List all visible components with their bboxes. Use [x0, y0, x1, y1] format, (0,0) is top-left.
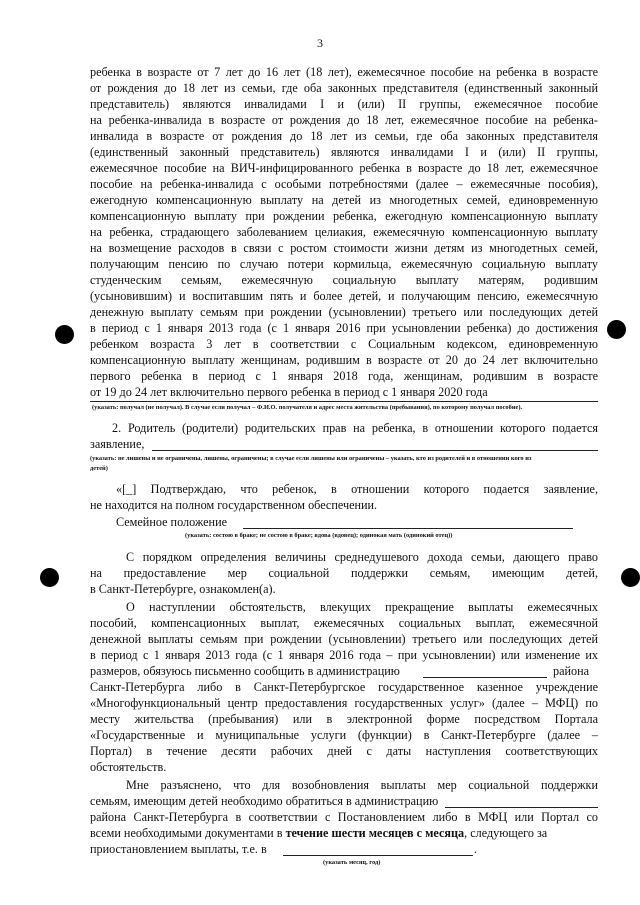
text-line: .: [474, 842, 478, 856]
text-line: представитель) являются инвалидами I и (или) II группы, ежемесячное пособие: [90, 97, 598, 111]
text-line: на ребенка, страдающего заболеванием целиакия, ежемесячную компенсационную выплату: [90, 225, 598, 239]
text-line: ребенка в возрасте от 7 лет до 16 лет (18 лет), ежемесячное пособие на ребенка в возрасте: [90, 65, 598, 79]
text-line: района Санкт-Петербурга в соответствии с Постановлением либо в МФЦ или Портал со: [90, 810, 598, 824]
text-line: ежегодную компенсационную выплату на детей из многодетных семей, единовременную: [90, 193, 598, 207]
text-line: Санкт-Петербурга либо в Санкт-Петербургское государственное казенное учреждение: [90, 680, 598, 694]
field-hint: (указать: состою в браке; не состою в браке; вдова (вдовец); одинокая мать (одинокий отец)): [185, 532, 453, 539]
punch-hole: [55, 325, 74, 344]
text-line: обстоятельств.: [90, 760, 167, 774]
family-status-label: Семейное положение: [116, 515, 228, 529]
field-hint: (указать месяц, год): [323, 859, 381, 866]
text-line: в период с 1 января 2013 года (с 1 января 2016 года – при усыновлении) или изменение их: [90, 648, 598, 662]
text-span: , следующего за: [464, 826, 548, 840]
text-line: О наступлении обстоятельств, влекущих прекращение выплаты ежемесячных: [126, 600, 598, 614]
text-line: от 19 до 24 лет включительно первого ребенка в период с 1 января 2020 года: [90, 385, 488, 399]
text-line: 2. Родитель (родители) родительских прав на ребенка, в отношении которого подается: [112, 421, 598, 435]
text-line: семьям, имеющим детей необходимо обратиться в администрацию: [90, 794, 439, 808]
text-line: на предоставление мер социальной поддержки семьям, имеющим детей,: [90, 566, 598, 580]
text-line: (единственный законный представитель) являются инвалидами I и (или) II группы,: [90, 145, 598, 159]
fill-line: [283, 855, 473, 856]
page-number: 3: [317, 36, 323, 50]
field-hint: (указать: получал (не получал). В случае если получал – Ф.И.О. получателя и адрес места жительства (пребывания), по которому получал пособие).: [92, 404, 523, 411]
text-line: студенческим семьям, ежемесячную социальную выплату матерям, родившим: [90, 273, 598, 287]
text-line: заявление,: [90, 437, 145, 451]
text-line: (усыновившим) и воспитавшим пять и более детей, и получающим пенсию, ежемесячную: [90, 289, 598, 303]
text-line: размеров, обязуюсь письменно сообщить в администрацию: [90, 664, 400, 678]
fill-line: [152, 450, 598, 451]
text-line: ребенком возраста 3 лет в соответствии с Социальным кодексом, единовременную: [90, 337, 598, 351]
text-line: пособий, компенсационных выплат, ежемесячных социальных выплат, ежемесячной: [90, 616, 598, 630]
text-line: на ребенка-инвалида в возрасте от рождения до 18 лет, ежемесячное пособие на ребенка-: [90, 113, 598, 127]
text-line: на возмещение расходов в связи с ростом стоимости жизни детям из многодетных семей,: [90, 241, 598, 255]
text-line: в Санкт-Петербурге, ознакомлен(а).: [90, 582, 276, 596]
text-line: в период с 1 января 2013 года (с 1 января 2016 при усыновлении ребенка) до достижения: [90, 321, 598, 335]
text-line: получающим пенсию по случаю потери кормильца, ежемесячную социальную выплату: [90, 257, 598, 271]
text-line: С порядком определения величины среднедушевого дохода семьи, дающего право: [126, 550, 598, 564]
text-line: Портал) в течение десяти рабочих дней с даты наступления соответствующих: [90, 744, 598, 758]
text-line: «Многофункциональный центр предоставления государственных услуг» (далее – МФЦ) по: [90, 696, 598, 710]
fill-line: [90, 401, 598, 402]
text-line: Мне разъяснено, что для возобновления выплаты мер социальной поддержки: [126, 778, 598, 792]
text-line: инвалида в возрасте от рождения до 18 лет из семьи, где оба законных представителя: [90, 129, 598, 143]
text-line: компенсационную выплату женщинам, родившим в возрасте от 20 до 24 лет включительно: [90, 353, 598, 367]
fill-line: [423, 677, 547, 678]
text-span: всеми необходимыми документами в: [90, 826, 286, 840]
text-line: [90, 826, 598, 841]
text-line: «Государственные и муниципальные услуги (функции) в Санкт-Петербурге (далее –: [90, 728, 598, 742]
text-line: от рождения до 18 лет из семьи, где оба законных представителя (единственный законный: [90, 81, 598, 95]
punch-hole: [607, 320, 626, 339]
text-line: месту жительства (пребывания) или в электронной форме посредством Портала: [90, 712, 598, 726]
fill-line: [243, 528, 573, 529]
punch-hole: [40, 568, 59, 587]
punch-hole: [621, 568, 640, 587]
text-line: района: [553, 664, 590, 678]
field-hint: детей): [90, 465, 108, 472]
text-line: первого ребенка в период с 1 января 2018 года, женщинам, родившим в возрасте: [90, 369, 598, 383]
confirm-checkbox-line: «[_] Подтверждаю, что ребенок, в отношении которого подается заявление,: [116, 482, 598, 496]
fill-line: [445, 807, 598, 808]
text-line: денежную выплату семьям при рождении (усыновлении) третьего или последующих детей: [90, 305, 598, 319]
text-line: не находится на полном государственном обеспечении.: [90, 498, 378, 512]
text-line: денежной выплаты семьям при рождении (усыновлении) третьего или последующих детей: [90, 632, 598, 646]
text-line: компенсационную выплату при рождении ребенка, ежегодную компенсационную выплату: [90, 209, 598, 223]
text-line: пособие на ребенка-инвалида с особыми потребностями (далее – ежемесячные пособия),: [90, 177, 598, 191]
text-line: ежемесячное пособие на ВИЧ-инфицированного ребенка в возрасте до 18 лет, ежемесячное: [90, 161, 598, 175]
field-hint: (указать: не лишены и не ограничены, лишены, ограничены; в случае если лишены или ограничены – указать, кто из родителей и в отношении кого из: [90, 455, 532, 462]
text-line: приостановлением выплаты, т.е. в: [90, 842, 267, 856]
emphasis-text: течение шести месяцев с месяца: [285, 826, 465, 840]
